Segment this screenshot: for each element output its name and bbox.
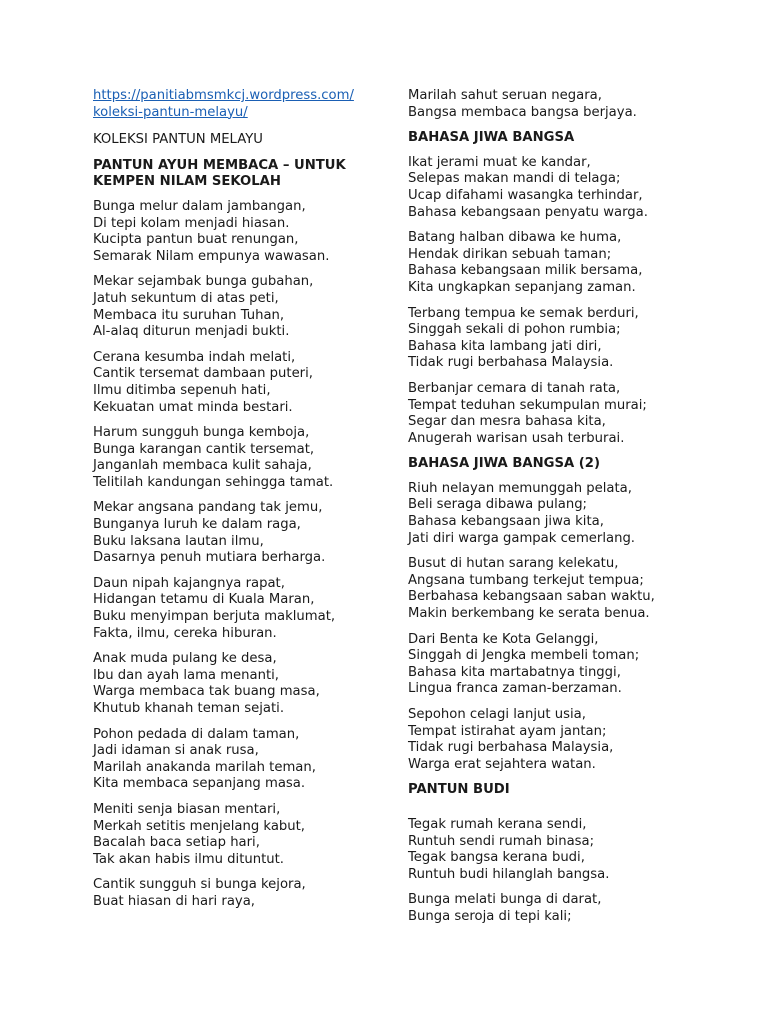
verse-line: Janganlah membaca kulit sahaja, xyxy=(93,458,312,474)
verse-line: Marilah anakanda marilah teman, xyxy=(93,759,316,775)
verse-line: Lingua franca zaman-berzaman. xyxy=(408,681,622,697)
left-column xyxy=(93,88,361,920)
verse-line: Bunga melati bunga di darat, xyxy=(408,892,602,908)
verse-line: Anak muda pulang ke desa, xyxy=(93,651,277,667)
verse-line: Ucap difahami wasangka terhindar, xyxy=(408,187,643,203)
verse-line: Merkah setitis menjelang kabut, xyxy=(93,818,306,834)
verse-line: Cantik tersemat dambaan puteri, xyxy=(93,366,313,382)
verse-line: Di tepi kolam menjadi hiasan. xyxy=(93,215,290,231)
verse-line: Kekuatan umat minda bestari. xyxy=(93,399,293,415)
stanza xyxy=(408,632,698,698)
verse-line: Bahasa kebangsaan penyatu warga. xyxy=(408,204,648,220)
verse-line: Bangsa membaca bangsa berjaya. xyxy=(408,104,637,120)
verse-line: Mekar angsana pandang tak jemu, xyxy=(93,500,323,516)
collection-title: KOLEKSI PANTUN MELAYU xyxy=(93,132,263,148)
verse-line: Kita ungkapkan sepanjang zaman. xyxy=(408,279,636,295)
stanza xyxy=(408,817,698,883)
right-column xyxy=(408,88,698,935)
section-heading-bahasa-jiwa-bangsa: BAHASA JIWA BANGSA xyxy=(408,130,575,146)
verse-line: Bunga melur dalam jambangan, xyxy=(93,198,306,214)
verse-line: Sepohon celagi lanjut usia, xyxy=(408,707,586,722)
verse-line: Cantik sungguh si bunga kejora, xyxy=(93,877,306,893)
stanza-list xyxy=(93,199,361,911)
verse-line: Hidangan tetamu di Kuala Maran, xyxy=(93,592,315,608)
stanza-list xyxy=(408,481,698,774)
stanza xyxy=(93,802,361,868)
verse-line: Batang halban dibawa ke huma, xyxy=(408,230,622,246)
verse-line: Runtuh sendi rumah binasa; xyxy=(408,833,595,849)
verse-line: Bunga seroja di tepi kali; xyxy=(408,908,572,924)
verse-line: Kucipta pantun buat renungan, xyxy=(93,232,299,248)
verse-line: Beli seraga dibawa pulang; xyxy=(408,497,588,513)
stanza xyxy=(408,556,698,622)
stanza-list xyxy=(408,817,698,926)
stanza xyxy=(93,576,361,642)
verse-line: Marilah sahut seruan negara, xyxy=(408,88,602,103)
stanza xyxy=(93,425,361,491)
verse-line: Daun nipah kajangnya rapat, xyxy=(93,575,285,591)
verse-line: Tidak rugi berbahasa Malaysia, xyxy=(408,740,614,756)
verse-line: Cerana kesumba indah melati, xyxy=(93,349,296,365)
verse-line: Tegak rumah kerana sendi, xyxy=(408,816,587,832)
verse-line: Singgah sekali di pohon rumbia; xyxy=(408,322,621,338)
stanza-continuation xyxy=(408,88,698,121)
verse-line: Hendak dirikan sebuah taman; xyxy=(408,246,612,262)
verse-line: Terbang tempua ke semak berduri, xyxy=(408,305,639,321)
section-heading-pantun-budi: PANTUN BUDI xyxy=(408,782,510,798)
verse-line: Angsana tumbang terkejut tempua; xyxy=(408,572,644,588)
verse-line: Dasarnya penuh mutiara berharga. xyxy=(93,550,326,566)
stanza xyxy=(408,155,698,221)
stanza xyxy=(408,481,698,547)
stanza xyxy=(93,274,361,340)
verse-line: Khutub khanah teman sejati. xyxy=(93,701,285,716)
stanza xyxy=(408,707,698,773)
verse-line: Al-alaq diturun menjadi bukti. xyxy=(93,324,290,340)
verse-line: Buku menyimpan berjuta maklumat, xyxy=(93,609,336,625)
verse-line: Semarak Nilam empunya wawasan. xyxy=(93,248,330,264)
verse-line: Berbanjar cemara di tanah rata, xyxy=(408,380,621,396)
stanza xyxy=(93,727,361,793)
stanza xyxy=(93,350,361,416)
stanza xyxy=(408,230,698,296)
verse-line: Telitilah kandungan sehingga tamat. xyxy=(93,474,334,490)
source-link[interactable]: https://panitiabmsmkcj.wordpress.com/koleksi-pantun-melayu/ xyxy=(93,88,354,120)
stanza xyxy=(408,306,698,372)
verse-line: Warga erat sejahtera watan. xyxy=(408,756,596,772)
stanza xyxy=(408,892,698,925)
verse-line: Fakta, ilmu, cereka hiburan. xyxy=(93,625,277,641)
verse-line: Segar dan mesra bahasa kita, xyxy=(408,414,606,430)
verse-line: Bunganya luruh ke dalam raga, xyxy=(93,517,301,533)
verse-line: Meniti senja biasan mentari, xyxy=(93,801,281,817)
verse-line: Membaca itu suruhan Tuhan, xyxy=(93,307,285,323)
verse-line: Buku laksana lautan ilmu, xyxy=(93,533,264,549)
stanza xyxy=(93,877,361,910)
verse-line: Jati diri warga gampak cemerlang. xyxy=(408,530,636,546)
stanza-list xyxy=(408,155,698,448)
verse-line: Warga membaca tak buang masa, xyxy=(93,684,320,700)
section-heading-ayuh-membaca: PANTUN AYUH MEMBACA – UNTUK KEMPEN NILAM SEKOLAH xyxy=(93,157,346,190)
verse-line: Ilmu ditimba sepenuh hati, xyxy=(93,382,271,398)
verse-line: Bahasa kebangsaan milik bersama, xyxy=(408,263,643,279)
verse-line: Ikat jerami muat ke kandar, xyxy=(408,154,591,170)
verse-line: Mekar sejambak bunga gubahan, xyxy=(93,274,314,290)
stanza xyxy=(408,381,698,447)
section-heading-bahasa-jiwa-bangsa-2: BAHASA JIWA BANGSA (2) xyxy=(408,456,601,472)
verse-line: Bunga karangan cantik tersemat, xyxy=(93,441,315,457)
verse-line: Tempat teduhan sekumpulan murai; xyxy=(408,397,647,413)
verse-line: Anugerah warisan usah terburai. xyxy=(408,430,625,446)
verse-line: Kita membaca sepanjang masa. xyxy=(93,776,306,792)
verse-line: Busut di hutan sarang kelekatu, xyxy=(408,556,619,572)
verse-line: Tegak bangsa kerana budi, xyxy=(408,850,585,866)
verse-line: Tak akan habis ilmu dituntut. xyxy=(93,851,284,867)
stanza xyxy=(93,199,361,265)
verse-line: Harum sungguh bunga kemboja, xyxy=(93,425,310,441)
verse-line: Jatuh sekuntum di atas peti, xyxy=(93,290,279,306)
verse-line: Pohon pedada di dalam taman, xyxy=(93,726,300,742)
verse-line: Tempat istirahat ayam jantan; xyxy=(408,723,607,739)
verse-line: Riuh nelayan memunggah pelata, xyxy=(408,480,632,496)
verse-line: Jadi idaman si anak rusa, xyxy=(93,743,259,759)
verse-line: Berbahasa kebangsaan saban waktu, xyxy=(408,589,655,605)
verse-line: Bahasa kita lambang jati diri, xyxy=(408,338,602,354)
verse-line: Dari Benta ke Kota Gelanggi, xyxy=(408,631,599,647)
verse-line: Singgah di Jengka membeli toman; xyxy=(408,648,640,664)
verse-line: Tidak rugi berbahasa Malaysia. xyxy=(408,355,614,371)
verse-line: Bacalah baca setiap hari, xyxy=(93,835,260,851)
verse-line: Selepas makan mandi di telaga; xyxy=(408,171,621,187)
verse-line: Buat hiasan di hari raya, xyxy=(93,893,255,909)
verse-line: Makin berkembang ke serata benua. xyxy=(408,606,650,622)
stanza xyxy=(93,500,361,566)
verse-line: Runtuh budi hilanglah bangsa. xyxy=(408,866,610,882)
verse-line: Bahasa kita martabatnya tinggi, xyxy=(408,664,621,680)
verse-line: Bahasa kebangsaan jiwa kita, xyxy=(408,514,604,530)
verse-line: Ibu dan ayah lama menanti, xyxy=(93,667,279,683)
stanza xyxy=(93,651,361,717)
